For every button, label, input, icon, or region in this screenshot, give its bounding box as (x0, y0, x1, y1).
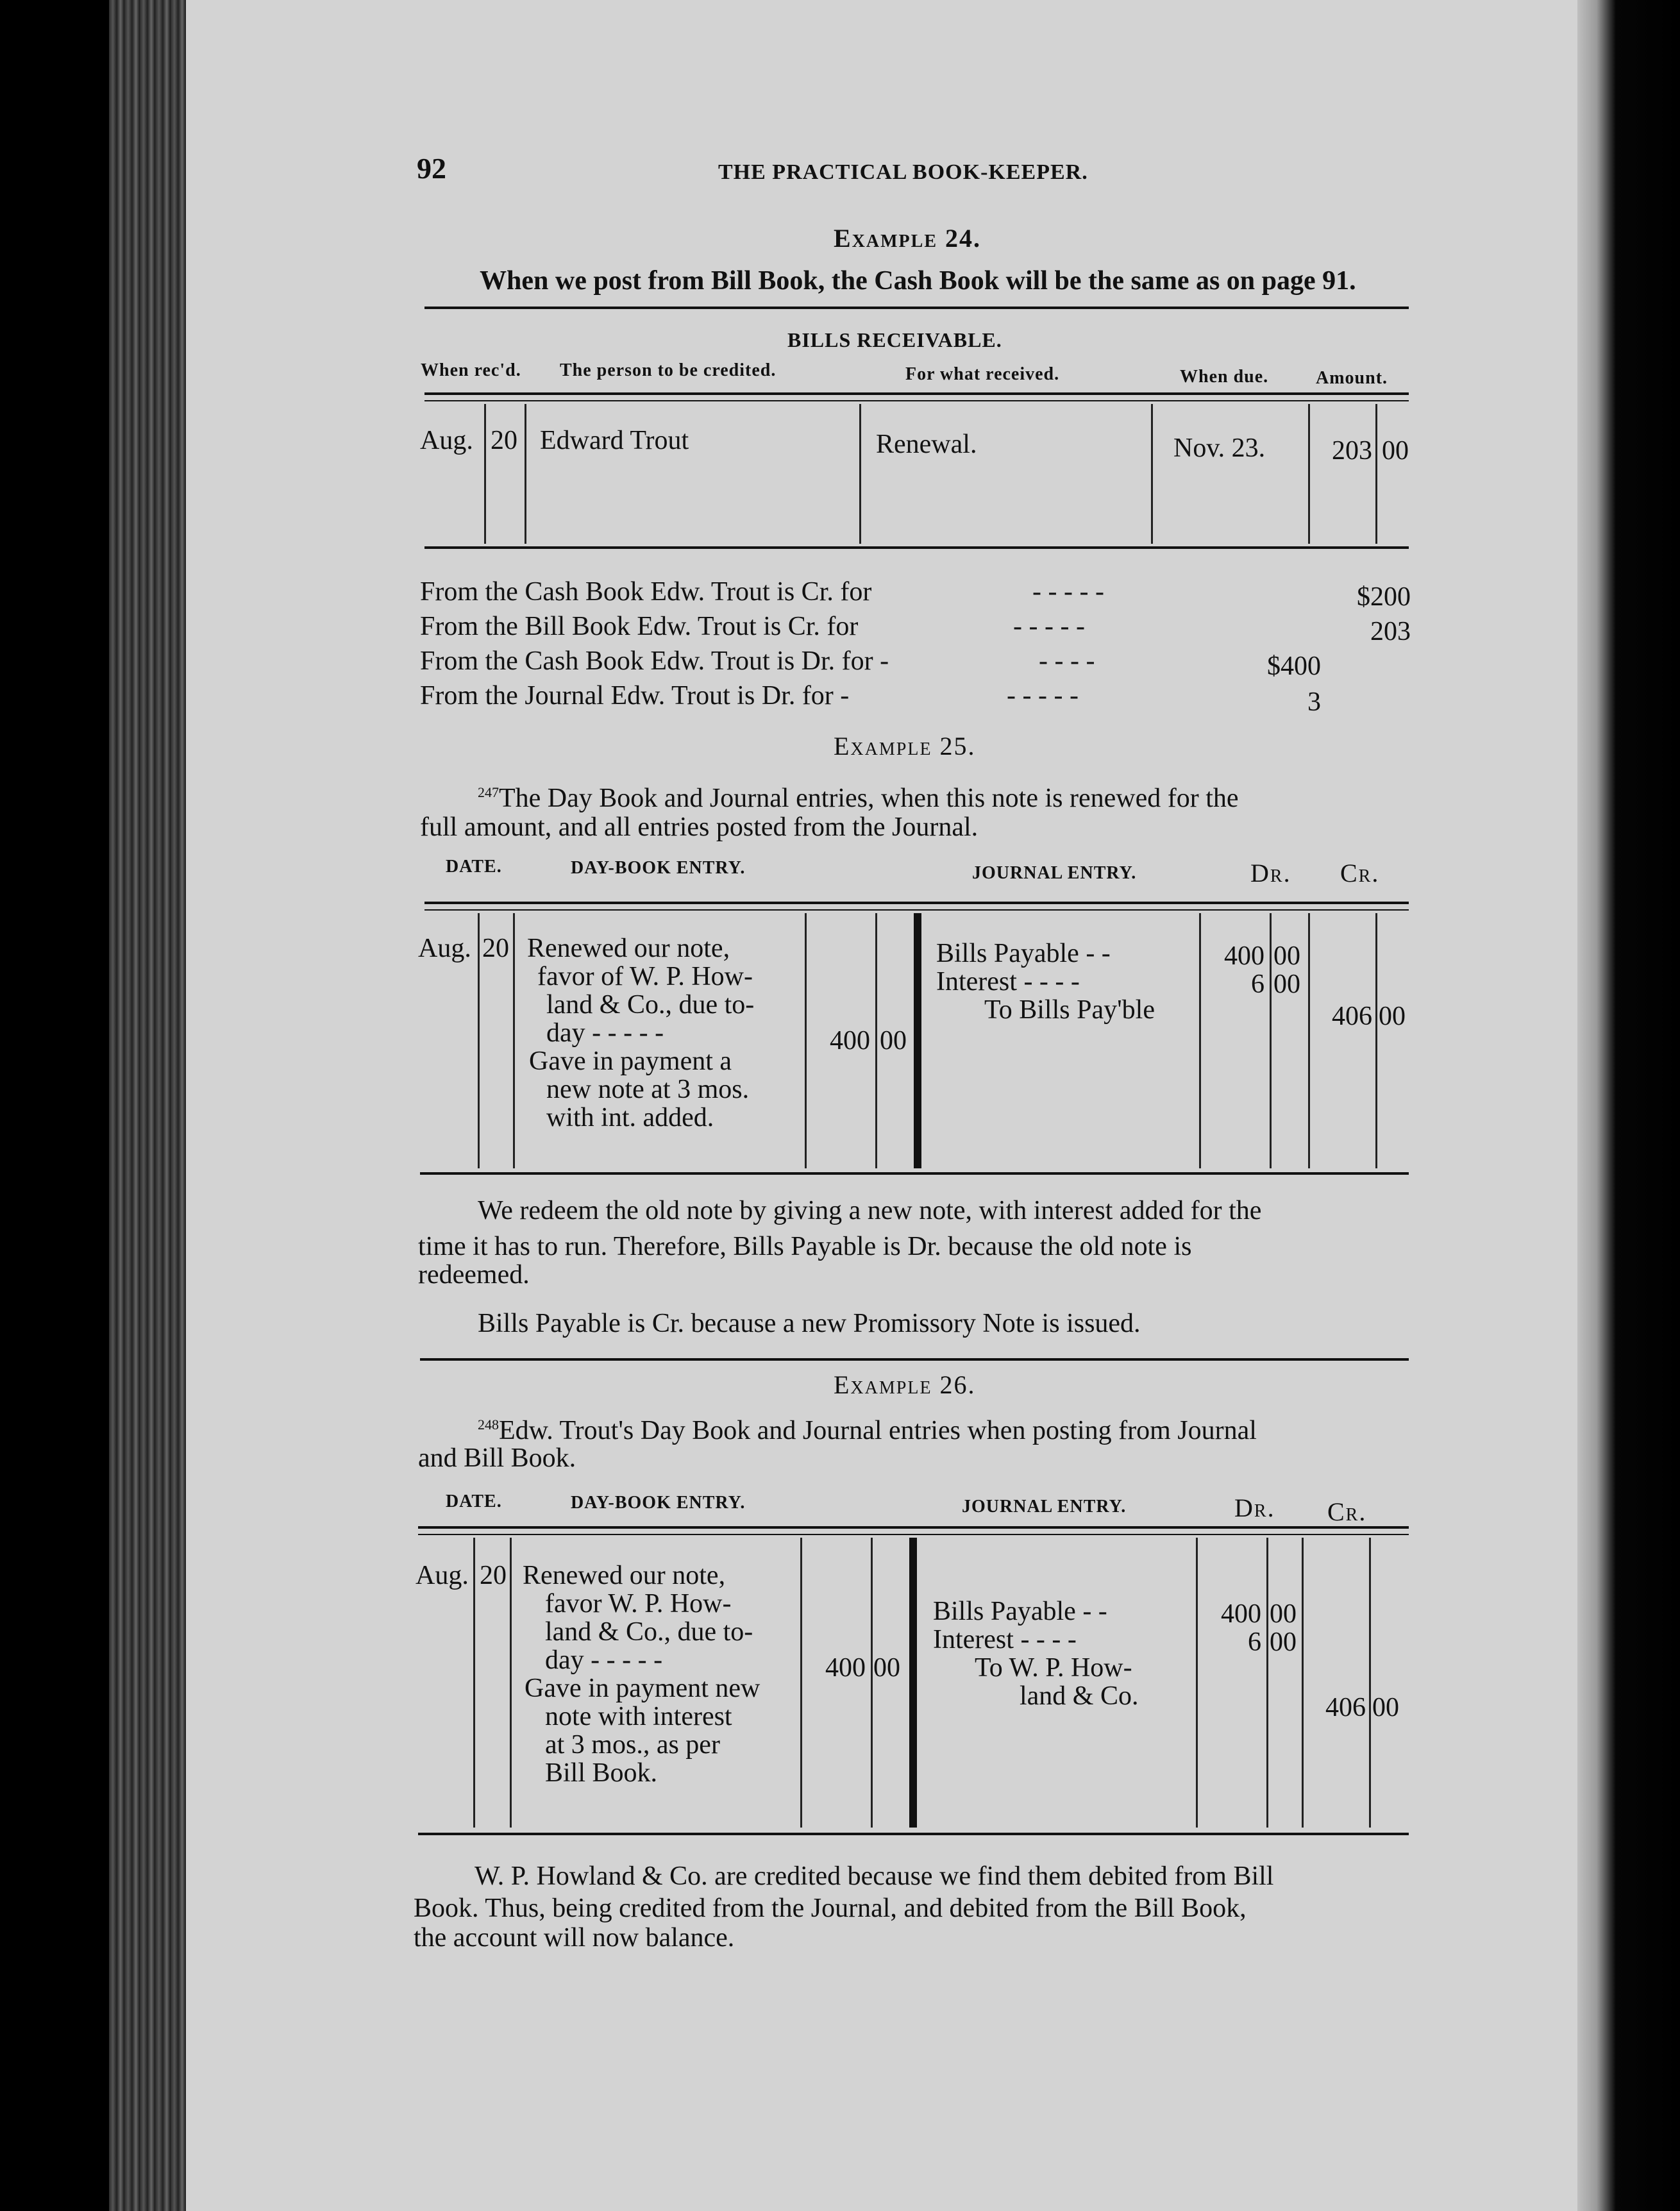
example-25-title: Example 25. (834, 732, 976, 761)
dr-dollars: 6 (1248, 1627, 1261, 1657)
running-title: THE PRACTICAL BOOK-KEEPER. (718, 160, 1088, 184)
summary-line-2: From the Bill Book Edw. Trout is Cr. for (420, 612, 859, 641)
daybook-line: Renewed our note, (527, 934, 730, 963)
heavy-divider (914, 913, 921, 1168)
summary-amount-3: $400 (1267, 652, 1321, 681)
col-divider (871, 1538, 873, 1828)
row-for-what: Renewal. (876, 430, 977, 459)
col-due-header: When due. (1180, 367, 1269, 387)
table-top-rule-thin (424, 400, 1409, 401)
daybook-line: Gave in payment a (529, 1047, 732, 1076)
dr-cents: 00 (1273, 970, 1300, 999)
table-top-rule-thin (424, 909, 1409, 911)
daybook-amount-cents: 00 (880, 1026, 907, 1055)
table-bottom-rule (420, 1172, 1409, 1175)
example-26-title: Example 26. (834, 1370, 976, 1399)
table-top-rule (424, 902, 1409, 904)
daybook-line: Bill Book. (545, 1758, 658, 1788)
dr-dollars: 6 (1251, 970, 1264, 999)
journal-header: JOURNAL ENTRY. (972, 863, 1137, 883)
bills-receivable-title: BILLS RECEIVABLE. (787, 328, 1002, 351)
daybook-amount-dollars: 400 (825, 1653, 866, 1683)
dr-dollars: 400 (1221, 1599, 1261, 1629)
col-for-what-header: For what received. (905, 364, 1060, 384)
daybook-line: favor W. P. How- (545, 1589, 732, 1618)
col-divider (1266, 1538, 1268, 1828)
example-26-intro-line-1: $^{248}$Edw. Trout's Day Book and Journal entries when posting from Journal (478, 1416, 1257, 1445)
row-month: Aug. (420, 426, 473, 455)
dr-cents: 00 (1273, 941, 1300, 971)
table-bottom-rule (418, 1833, 1409, 1835)
journal-line: land & Co. (1020, 1681, 1139, 1711)
col-divider (1308, 913, 1310, 1168)
daybook-line: day - - - - - (546, 1018, 664, 1048)
date-header: DATE. (446, 1492, 502, 1511)
entry-day: 20 (482, 934, 509, 963)
paragraph-number: 247 (478, 784, 499, 800)
explain-line-1: We redeem the old note by giving a new note, with interest added for the (478, 1196, 1262, 1225)
example-24-title: Example 24. (834, 224, 982, 253)
daybook-line: favor of W. P. How- (537, 962, 753, 991)
journal-line: Bills Payable - - (933, 1597, 1107, 1626)
col-divider (800, 1538, 802, 1828)
journal-line: To W. P. How- (975, 1653, 1132, 1683)
col-divider (875, 913, 877, 1168)
explain-line-4: Bills Payable is Cr. because a new Promissory Note is issued. (478, 1309, 1141, 1338)
col-person-header: The person to be credited. (560, 360, 777, 380)
col-divider (1302, 1538, 1304, 1828)
closing-line-2: Book. Thus, being credited from the Journal, and debited from the Bill Book, (414, 1894, 1247, 1923)
summary-line-1: From the Cash Book Edw. Trout is Cr. for (420, 577, 872, 607)
col-when-header: When rec'd. (421, 360, 521, 380)
summary-amount-2: 203 (1370, 617, 1411, 646)
summary-dashes-1: - - - - - (1032, 577, 1104, 607)
summary-line-3: From the Cash Book Edw. Trout is Dr. for - (420, 646, 889, 676)
row-due: Nov. 23. (1173, 433, 1266, 463)
daybook-line: Renewed our note, (523, 1561, 726, 1590)
paragraph-number: 248 (478, 1417, 499, 1433)
dr-header: Dr. (1234, 1493, 1275, 1522)
col-divider (1308, 404, 1310, 544)
journal-header: JOURNAL ENTRY. (962, 1497, 1127, 1517)
daybook-line: land & Co., due to- (545, 1617, 753, 1647)
journal-line: Bills Payable - - (936, 939, 1111, 968)
summary-dashes-3: - - - - (1039, 646, 1095, 676)
row-amount-cents: 00 (1382, 436, 1409, 466)
journal-line: Interest - - - - (936, 967, 1080, 996)
daybook-header: DAY-BOOK ENTRY. (571, 858, 746, 878)
journal-line: Interest - - - - (933, 1625, 1077, 1654)
col-divider (805, 913, 807, 1168)
cr-cents: 00 (1372, 1693, 1399, 1722)
journal-line: To Bills Pay'ble (984, 995, 1155, 1025)
col-divider (1369, 1538, 1371, 1828)
cr-cents: 00 (1379, 1002, 1406, 1031)
dr-cents: 00 (1270, 1627, 1297, 1657)
col-divider (473, 1538, 475, 1828)
entry-month: Aug. (418, 934, 471, 963)
date-header: DATE. (446, 857, 502, 877)
dr-header: Dr. (1250, 859, 1291, 887)
cr-header: Cr. (1340, 859, 1380, 887)
row-amount-dollars: 203 (1332, 436, 1372, 466)
row-day: 20 (491, 426, 517, 455)
col-divider (859, 404, 861, 544)
table-top-rule (424, 392, 1409, 395)
daybook-header: DAY-BOOK ENTRY. (571, 1493, 746, 1513)
summary-dashes-2: - - - - - (1013, 612, 1085, 641)
cr-dollars: 406 (1332, 1002, 1372, 1031)
dr-dollars: 400 (1224, 941, 1264, 971)
col-divider (1151, 404, 1153, 544)
table-bottom-rule (424, 546, 1409, 549)
example-25-intro-line-1: $^{247}$The Day Book and Journal entries, when this note is renewed for the (478, 784, 1239, 813)
page-number: 92 (417, 152, 446, 185)
closing-line-1: W. P. Howland & Co. are credited because we find them debited from Bill (475, 1862, 1274, 1891)
col-divider (525, 404, 526, 544)
col-divider (1196, 1538, 1198, 1828)
col-divider (484, 404, 486, 544)
daybook-line: land & Co., due to- (546, 990, 755, 1020)
table-top-rule (418, 1526, 1409, 1529)
daybook-line: Gave in payment new (525, 1674, 760, 1703)
col-divider (513, 913, 515, 1168)
example-26-intro-line-2: and Bill Book. (418, 1443, 576, 1473)
book-page-edges (109, 0, 199, 2211)
col-divider (1375, 913, 1377, 1168)
dr-cents: 00 (1270, 1599, 1297, 1629)
daybook-line: new note at 3 mos. (546, 1075, 750, 1104)
daybook-amount-cents: 00 (873, 1653, 900, 1683)
col-divider (478, 913, 480, 1168)
facing-page-edge (1577, 0, 1680, 2211)
divider (420, 1358, 1409, 1361)
cr-header: Cr. (1327, 1497, 1367, 1526)
summary-line-4: From the Journal Edw. Trout is Dr. for - (420, 681, 850, 710)
daybook-line: day - - - - - (545, 1645, 663, 1675)
summary-amount-4: 3 (1307, 687, 1321, 717)
col-divider (1375, 404, 1377, 544)
col-divider (510, 1538, 512, 1828)
entry-month: Aug. (416, 1561, 469, 1590)
example-25-intro-line-2: full amount, and all entries posted from the Journal. (420, 812, 979, 842)
daybook-line: at 3 mos., as per (545, 1730, 720, 1760)
summary-dashes-4: - - - - - (1007, 681, 1079, 710)
col-divider (1199, 913, 1201, 1168)
entry-day: 20 (480, 1561, 507, 1590)
summary-amount-1: $200 (1357, 582, 1411, 612)
daybook-line: with int. added. (546, 1103, 714, 1132)
divider (424, 307, 1409, 309)
table-top-rule-thin (418, 1534, 1409, 1535)
explain-line-3: redeemed. (418, 1260, 530, 1290)
col-amount-header: Amount. (1316, 368, 1388, 388)
row-person: Edward Trout (540, 426, 689, 455)
daybook-amount-dollars: 400 (830, 1026, 870, 1055)
explain-line-2: time it has to run. Therefore, Bills Payable is Dr. because the old note is (418, 1232, 1192, 1261)
cr-dollars: 406 (1325, 1693, 1366, 1722)
example-24-intro: When we post from Bill Book, the Cash Book will be the same as on page 91. (480, 266, 1356, 296)
heavy-divider (909, 1538, 917, 1828)
closing-line-3: the account will now balance. (414, 1923, 735, 1953)
col-divider (1270, 913, 1272, 1168)
daybook-line: note with interest (545, 1702, 732, 1731)
